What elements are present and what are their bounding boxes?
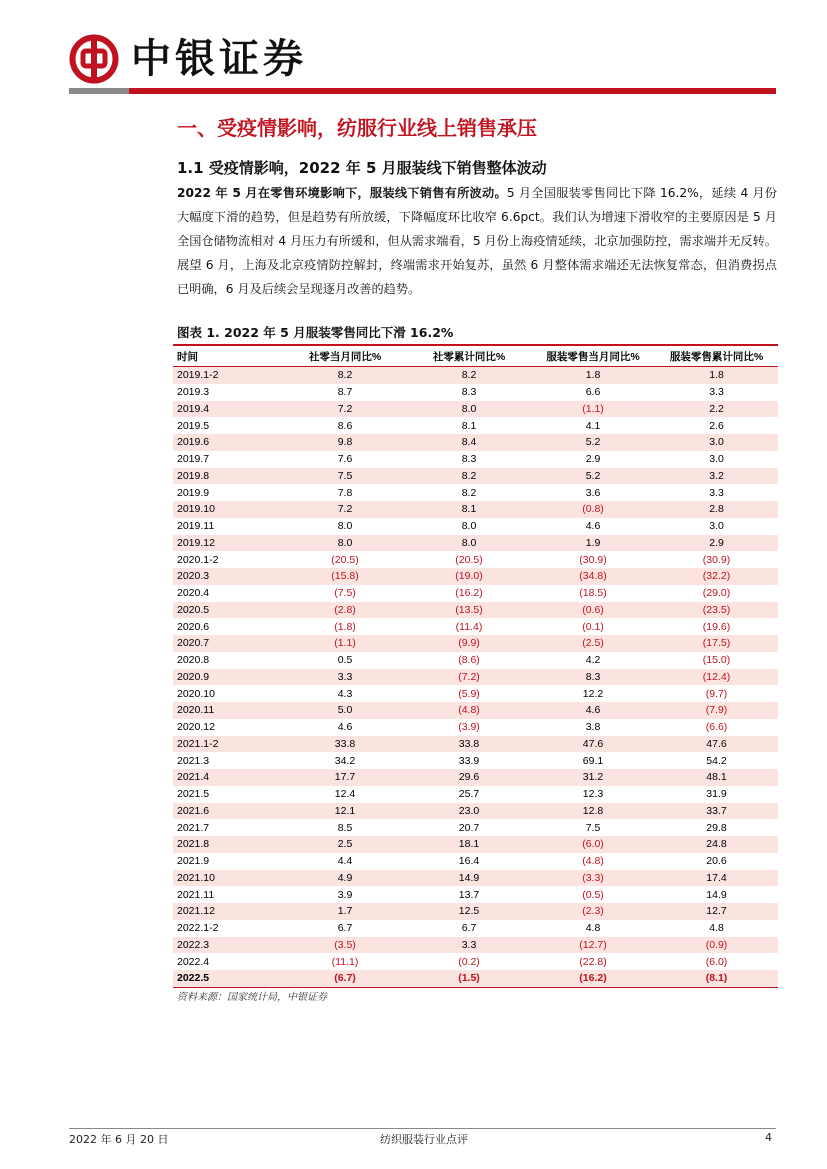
table-row	[173, 953, 778, 970]
table-cell-value: 3.3	[283, 669, 407, 686]
table-cell-value: (15.8)	[283, 568, 407, 585]
table-cell-value: (16.2)	[455, 587, 483, 600]
table-cell-period: 2019.9	[177, 486, 210, 499]
table-cell-value: (5.9)	[458, 687, 480, 700]
table-row	[173, 468, 778, 485]
table-cell-period: 2020.12	[177, 721, 215, 734]
table-cell-value: (3.5)	[283, 937, 407, 954]
table-cell-value: (11.4)	[455, 620, 483, 633]
table-cell-value: 31.9	[706, 788, 727, 801]
table-row	[173, 669, 778, 686]
table-cell-value: (9.7)	[705, 687, 728, 700]
table-cell-value: 69.1	[582, 754, 604, 767]
table-row	[173, 417, 778, 434]
table-cell-value: 7.2	[283, 401, 407, 418]
table-row	[173, 384, 778, 401]
table-cell-period: 2019.8	[173, 468, 283, 485]
table-cell-value: (7.2)	[407, 669, 531, 686]
table-row	[173, 451, 778, 468]
table-cell-value: (11.1)	[331, 955, 359, 968]
table-cell-value: 3.3	[709, 386, 724, 399]
table-row	[173, 836, 778, 853]
table-cell-value: 8.7	[337, 386, 353, 399]
table-cell-value: 8.1	[407, 501, 531, 518]
table-cell-value: (22.8)	[579, 955, 607, 968]
table-cell-period: 2021.8	[173, 836, 283, 853]
table-cell-period: 2020.11	[173, 702, 283, 719]
table-cell-value: 5.0	[283, 702, 407, 719]
table-row	[173, 568, 778, 585]
table-cell-value: 14.9	[706, 888, 727, 901]
table-cell-value: 8.3	[531, 669, 655, 686]
table-row	[173, 652, 778, 669]
table-cell-value: 4.4	[337, 855, 353, 868]
table-cell-value: 20.6	[706, 855, 727, 868]
table-cell-value: (1.5)	[407, 970, 531, 987]
table-cell-period: 2020.6	[177, 620, 210, 633]
table-row	[173, 886, 778, 903]
table-cell-value: 4.3	[337, 687, 353, 700]
table-cell-value: (1.1)	[531, 401, 655, 418]
table-cell-value: (18.5)	[579, 587, 607, 600]
table-row	[173, 937, 778, 954]
table-cell-value: (6.7)	[283, 970, 407, 987]
table-cell-value: 31.2	[531, 769, 655, 786]
table-cell-value: (9.9)	[407, 635, 531, 652]
table-cell-value: 8.3	[461, 453, 477, 466]
table-cell-value: (3.9)	[458, 721, 480, 734]
table-cell-value: 4.6	[531, 702, 655, 719]
table-cell-value: 8.2	[283, 367, 407, 384]
table-cell-value: 4.6	[337, 721, 353, 734]
table-cell-value: 47.6	[655, 736, 778, 753]
table-cell-value: (4.8)	[582, 855, 604, 868]
table-row	[173, 551, 778, 568]
table-cell-value: 12.2	[582, 687, 604, 700]
table-cell-value: 7.6	[337, 453, 353, 466]
table-cell-value: 25.7	[458, 788, 480, 801]
table-cell-value: 8.1	[461, 419, 477, 432]
table-cell-value: 6.7	[461, 922, 477, 935]
table-cell-value: 8.0	[283, 535, 407, 552]
table-cell-value: 8.0	[407, 401, 531, 418]
table-row	[173, 702, 778, 719]
table-cell-value: 3.0	[655, 434, 778, 451]
table-cell-value: 54.2	[706, 754, 727, 767]
table-cell-value: 8.6	[337, 419, 353, 432]
table-cell-period: 2021.5	[177, 788, 210, 801]
table-cell-value: 20.7	[458, 821, 480, 834]
table-cell-value: 33.8	[283, 736, 407, 753]
table-cell-period: 2021.7	[177, 821, 210, 834]
table-cell-period: 2021.10	[173, 870, 283, 887]
table-cell-value: 3.0	[709, 520, 724, 533]
table-cell-period: 2020.7	[173, 635, 283, 652]
section-title: 一、受疫情影响，纺服行业线上销售承压	[177, 116, 537, 140]
table-cell-period: 2019.10	[173, 501, 283, 518]
table-cell-value: 24.8	[655, 836, 778, 853]
table-row	[173, 618, 778, 635]
table-cell-period: 2022.3	[173, 937, 283, 954]
table-cell-value: 12.7	[655, 903, 778, 920]
table-cell-value: (6.6)	[705, 721, 728, 734]
table-cell-value: (3.3)	[531, 870, 655, 887]
table-cell-value: 7.2	[283, 501, 407, 518]
table-row	[173, 501, 778, 518]
table-cell-value: (0.1)	[582, 620, 604, 633]
table-cell-value: (13.5)	[407, 602, 531, 619]
table-cell-value: (8.6)	[458, 654, 480, 667]
table-cell-value: (0.5)	[582, 888, 604, 901]
table-cell-period: 2022.5	[173, 970, 283, 987]
table-cell-value: 48.1	[655, 769, 778, 786]
table-cell-value: (29.0)	[702, 587, 731, 600]
table-cell-value: (20.5)	[331, 553, 359, 566]
table-cell-period: 2021.11	[177, 888, 215, 901]
table-cell-value: 7.5	[283, 468, 407, 485]
page-header	[69, 30, 776, 94]
table-cell-value: 8.0	[337, 520, 353, 533]
table-cell-period: 2021.6	[173, 803, 283, 820]
table-cell-value: 8.3	[461, 386, 477, 399]
table-row	[173, 635, 778, 652]
table-cell-value: 2.9	[585, 453, 601, 466]
table-cell-value: (0.2)	[458, 955, 480, 968]
table-cell-value: 4.8	[585, 922, 601, 935]
table-cell-value: (30.9)	[702, 553, 731, 566]
table-cell-period: 2019.6	[173, 434, 283, 451]
table-cell-value: 8.2	[461, 486, 477, 499]
table-cell-value: 1.8	[531, 367, 655, 384]
table-cell-value: 3.9	[337, 888, 353, 901]
table-header-cell: 社零当月同比%	[283, 345, 407, 367]
table-cell-period: 2019.11	[177, 520, 215, 533]
table-cell-value: (0.9)	[655, 937, 778, 954]
table-cell-value: 4.6	[585, 520, 601, 533]
table-cell-value: (30.9)	[579, 553, 607, 566]
table-row	[173, 367, 778, 384]
table-cell-value: (1.8)	[334, 620, 356, 633]
table-cell-period: 2019.3	[177, 386, 210, 399]
table-cell-value: 12.5	[407, 903, 531, 920]
table-row	[173, 769, 778, 786]
table-cell-value: 5.2	[531, 468, 655, 485]
table-cell-period: 2020.1-2	[177, 553, 219, 566]
table-cell-value: (34.8)	[531, 568, 655, 585]
table-cell-value: (19.0)	[407, 568, 531, 585]
table-row	[173, 401, 778, 418]
table-body	[173, 367, 778, 988]
table-cell-period: 2020.4	[177, 587, 210, 600]
table-cell-period: 2020.8	[177, 654, 210, 667]
table-cell-value: 47.6	[531, 736, 655, 753]
source-note: 资料来源：国家统计局，中银证券	[177, 992, 327, 1003]
paragraph-lead: 2022 年 5 月在零售环境影响下，服装线下销售有所波动。	[177, 186, 507, 200]
table-cell-value: 29.6	[407, 769, 531, 786]
table-cell-value: 2.2	[655, 401, 778, 418]
table-row	[173, 484, 778, 501]
table-row	[173, 535, 778, 552]
table-cell-value: (4.8)	[407, 702, 531, 719]
table-cell-value: 2.9	[655, 535, 778, 552]
table-cell-value: 12.1	[283, 803, 407, 820]
table-cell-value: 1.8	[655, 367, 778, 384]
table-row	[173, 434, 778, 451]
table-row	[173, 819, 778, 836]
table-cell-value: 7.5	[585, 821, 601, 834]
table-cell-value: (7.5)	[334, 587, 356, 600]
table-header-row	[173, 345, 778, 367]
table-cell-value: 29.8	[706, 821, 727, 834]
table-cell-value: 17.7	[283, 769, 407, 786]
table-cell-period: 2019.12	[173, 535, 283, 552]
table-header-cell: 服装零售累计同比%	[655, 345, 778, 367]
table-cell-value: 9.8	[283, 434, 407, 451]
table-cell-value: 0.5	[337, 654, 353, 667]
footer-date: 2022 年 6 月 20 日	[69, 1133, 169, 1146]
table-cell-value: 3.8	[585, 721, 601, 734]
table-cell-period: 2022.1-2	[177, 922, 219, 935]
table-cell-value: (6.0)	[705, 955, 728, 968]
table-cell-value: 4.8	[709, 922, 724, 935]
table-cell-value: 34.2	[334, 754, 356, 767]
table-row	[173, 920, 778, 937]
table-cell-value: 3.2	[655, 468, 778, 485]
table-cell-value: 17.4	[655, 870, 778, 887]
table-cell-value: 2.5	[283, 836, 407, 853]
page-number: 4	[765, 1131, 772, 1144]
table-row	[173, 970, 778, 987]
table-cell-value: 12.4	[334, 788, 356, 801]
table-header-cell: 时间	[173, 345, 283, 367]
table-cell-value: 3.0	[709, 453, 724, 466]
table-cell-period: 2019.5	[177, 419, 210, 432]
table-cell-period: 2021.9	[177, 855, 210, 868]
table-cell-value: 1.7	[283, 903, 407, 920]
header-rule-red	[129, 88, 776, 94]
table-cell-value: 8.0	[407, 535, 531, 552]
table-cell-period: 2019.7	[177, 453, 210, 466]
table-cell-value: 8.2	[407, 367, 531, 384]
table-cell-value: (32.2)	[655, 568, 778, 585]
table-cell-value: 6.6	[585, 386, 601, 399]
table-row	[173, 803, 778, 820]
table-cell-period: 2021.4	[173, 769, 283, 786]
table-cell-period: 2020.10	[177, 687, 215, 700]
table-cell-value: 3.3	[709, 486, 724, 499]
table-row	[173, 719, 778, 736]
table-cell-value: (2.3)	[531, 903, 655, 920]
table-row	[173, 518, 778, 535]
table-cell-period: 2020.9	[173, 669, 283, 686]
table-cell-value: 33.9	[458, 754, 480, 767]
table-cell-period: 2021.12	[173, 903, 283, 920]
table-cell-period: 2020.3	[173, 568, 283, 585]
table-row	[173, 685, 778, 702]
table-row	[173, 870, 778, 887]
table-cell-value: 4.9	[283, 870, 407, 887]
table-cell-value: (17.5)	[655, 635, 778, 652]
table-row	[173, 602, 778, 619]
table-cell-value: 12.3	[582, 788, 604, 801]
table-cell-value: (6.0)	[531, 836, 655, 853]
paragraph-body: 5 月全国服装零售同比下降 16.2%，延续 4 月份大幅度下滑的趋势，但是趋势有所放缓，下降幅度环比收窄 6.6pct。我们认为增速下滑收窄的主要原因是 5 月全国仓储物流相对 4 月压力有所缓和，但从需求端看，5 月份上海疫情延续，北京加强防控，需求端并无反转。展望 6 月，上海及北京疫情防控解封，终端需求开始复苏，虽然 6 月整体需求端还无法恢复常态，但消费拐点已明确，6 月及后续会呈现逐月改善的趋势。	[177, 186, 777, 296]
table-cell-value: 1.9	[531, 535, 655, 552]
table-cell-value: 33.8	[407, 736, 531, 753]
table-cell-value: 4.1	[585, 419, 601, 432]
table-cell-value: 23.0	[407, 803, 531, 820]
table-cell-value: (23.5)	[655, 602, 778, 619]
table-cell-value: (1.1)	[283, 635, 407, 652]
table-cell-value: (0.6)	[531, 602, 655, 619]
table-cell-value: (19.6)	[702, 620, 731, 633]
table-cell-value: 2.8	[655, 501, 778, 518]
table-cell-value: (7.9)	[655, 702, 778, 719]
table-cell-period: 2021.1-2	[173, 736, 283, 753]
table-cell-value: (15.0)	[702, 654, 731, 667]
bank-of-china-logo-icon	[69, 34, 119, 84]
table-row	[173, 853, 778, 870]
table-cell-period: 2020.5	[173, 602, 283, 619]
table-row	[173, 736, 778, 753]
table-cell-value: 8.5	[337, 821, 353, 834]
table-cell-value: (12.4)	[655, 669, 778, 686]
table-cell-value: 2.6	[709, 419, 724, 432]
table-cell-value: 8.2	[407, 468, 531, 485]
table-cell-value: 6.7	[337, 922, 353, 935]
table-cell-value: (20.5)	[455, 553, 483, 566]
sub-title: 1.1 受疫情影响，2022 年 5 月服装线下销售整体波动	[177, 159, 547, 177]
table-cell-value: 14.9	[407, 870, 531, 887]
table-cell-value: 16.4	[458, 855, 480, 868]
table-cell-value: (8.1)	[655, 970, 778, 987]
table-row	[173, 786, 778, 803]
table-cell-period: 2022.4	[177, 955, 210, 968]
table-cell-value: (12.7)	[531, 937, 655, 954]
table-row	[173, 903, 778, 920]
table-cell-value: 12.8	[531, 803, 655, 820]
table-cell-value: 5.2	[531, 434, 655, 451]
table-cell-value: 18.1	[407, 836, 531, 853]
table-cell-value: 7.8	[337, 486, 353, 499]
table-row	[173, 585, 778, 602]
table-row	[173, 752, 778, 769]
table-cell-period: 2019.4	[173, 401, 283, 418]
table-cell-value: (2.8)	[283, 602, 407, 619]
retail-sales-table	[173, 344, 778, 988]
footer-report-type: 纺织服装行业点评	[380, 1133, 468, 1146]
table-cell-value: (0.8)	[531, 501, 655, 518]
table-cell-value: (2.5)	[531, 635, 655, 652]
body-paragraph	[177, 181, 777, 301]
header-rule-grey	[69, 88, 129, 94]
table-cell-value: (16.2)	[531, 970, 655, 987]
brand-name: 中银证券	[131, 35, 307, 82]
table-cell-value: 33.7	[655, 803, 778, 820]
table-cell-value: 4.2	[585, 654, 601, 667]
table-cell-period: 2019.1-2	[173, 367, 283, 384]
table-cell-value: 13.7	[458, 888, 480, 901]
table-header-cell: 社零累计同比%	[407, 345, 531, 367]
footer-rule	[69, 1128, 776, 1129]
table-cell-period: 2021.3	[177, 754, 210, 767]
table-cell-value: 8.0	[461, 520, 477, 533]
table-cell-value: 3.3	[407, 937, 531, 954]
table-title: 图表 1. 2022 年 5 月服装零售同比下滑 16.2%	[177, 325, 454, 340]
table-cell-value: 3.6	[585, 486, 601, 499]
table-cell-value: 8.4	[407, 434, 531, 451]
table-header-cell: 服装零售当月同比%	[531, 345, 655, 367]
